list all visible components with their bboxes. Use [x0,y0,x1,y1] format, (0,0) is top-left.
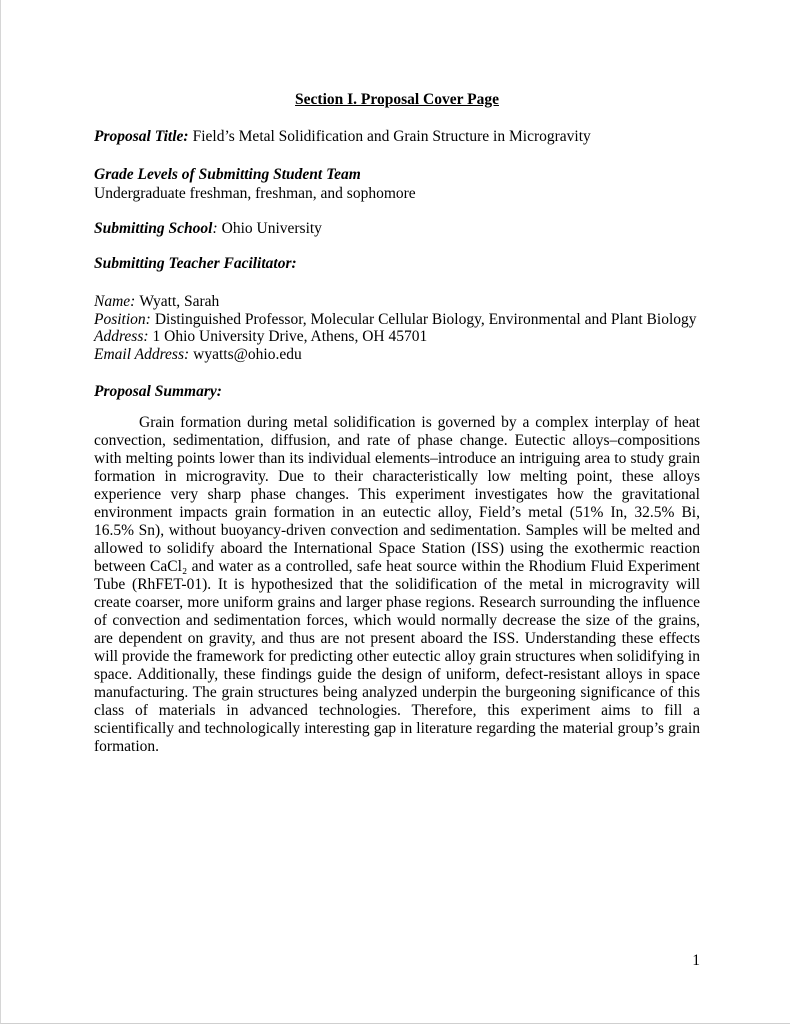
proposal-summary-text: Grain formation during metal solidification is governed by a complex interplay of heat convection, sedimentation, diffusion, and rate of phase change. Eutectic alloys–compositions with melting points lower than its individual elements–introduce an intriguing area to study grain formation in microgravity. Due to their characteristically low melting point, these alloys experience very sharp phase changes. This experiment investigates how the gravitational environment impacts grain formation in an eutectic alloy, Field’s metal (51% In, 32.5% Bi, 16.5% Sn), without buoyancy-driven convection and sedimentation. Samples will be melted and allowed to solidify aboard the International Space Station (ISS) using the exothermic reaction between CaCl₂ and water as a controlled, safe heat source within the Rhodium Fluid Experiment Tube (RhFET-01). It is hypothesized that the solidification of the metal in microgravity will create coarser, more uniform grains and larger phase regions. Research surrounding the influence of convection and sedimentation forces, which would normally decrease the size of the grains, are dependent on gravity, and thus are not present aboard the ISS. Understanding these effects will provide the framework for predicting other eutectic alloy grain structures when solidifying in space. Additionally, these findings guide the design of uniform, defect-resistant alloys in space manufacturing. The grain structures being analyzed underpin the burgeoning significance of this class of materials in advanced technologies. Therefore, this experiment aims to fill a scientifically and technologically interesting gap in literature regarding the material group’s grain formation. [94,414,700,755]
submitting-school-value: Ohio University [221,220,322,237]
contact-name-label: Name: [94,293,136,310]
teacher-facilitator-label: Submitting Teacher Facilitator: [94,255,297,272]
proposal-title-label: Proposal Title: [94,128,189,145]
contact-email-line [94,346,700,364]
proposal-summary-heading [94,382,700,401]
contact-position-value: Distinguished Professor, Molecular Cellular Biology, Environmental and Plant Biology [154,310,697,328]
section-title-text: Section I. Proposal Cover Page [295,91,499,108]
contact-position-label: Position: [94,310,151,328]
contact-name-value: Wyatt, Sarah [139,293,220,310]
grade-levels-field [94,165,700,203]
grade-levels-value: Undergraduate freshman, freshman, and sophomore [94,185,416,202]
grade-levels-label: Grade Levels of Submitting Student Team [94,166,361,183]
proposal-title-value: Field’s Metal Solidification and Grain Structure in Microgravity [192,128,591,145]
proposal-summary-label: Proposal Summary: [94,383,222,400]
contact-name-line [94,293,700,311]
contact-email-value: wyatts@ohio.edu [193,345,302,363]
proposal-title-field [94,127,700,146]
submitting-school-label: Submitting School [94,220,213,237]
teacher-facilitator-heading [94,254,700,273]
page-number: 1 [692,952,700,969]
contact-address-value: 1 Ohio University Drive, Athens, OH 45701 [152,328,428,345]
contact-address-line [94,328,700,346]
contact-email-label: Email Address: [94,345,190,363]
contact-position-line [94,311,700,329]
contact-address-label: Address: [94,328,149,345]
submitting-school-separator: : [212,220,218,237]
section-title [94,90,700,109]
submitting-school-field [94,219,700,238]
facilitator-contact-block [94,293,700,363]
